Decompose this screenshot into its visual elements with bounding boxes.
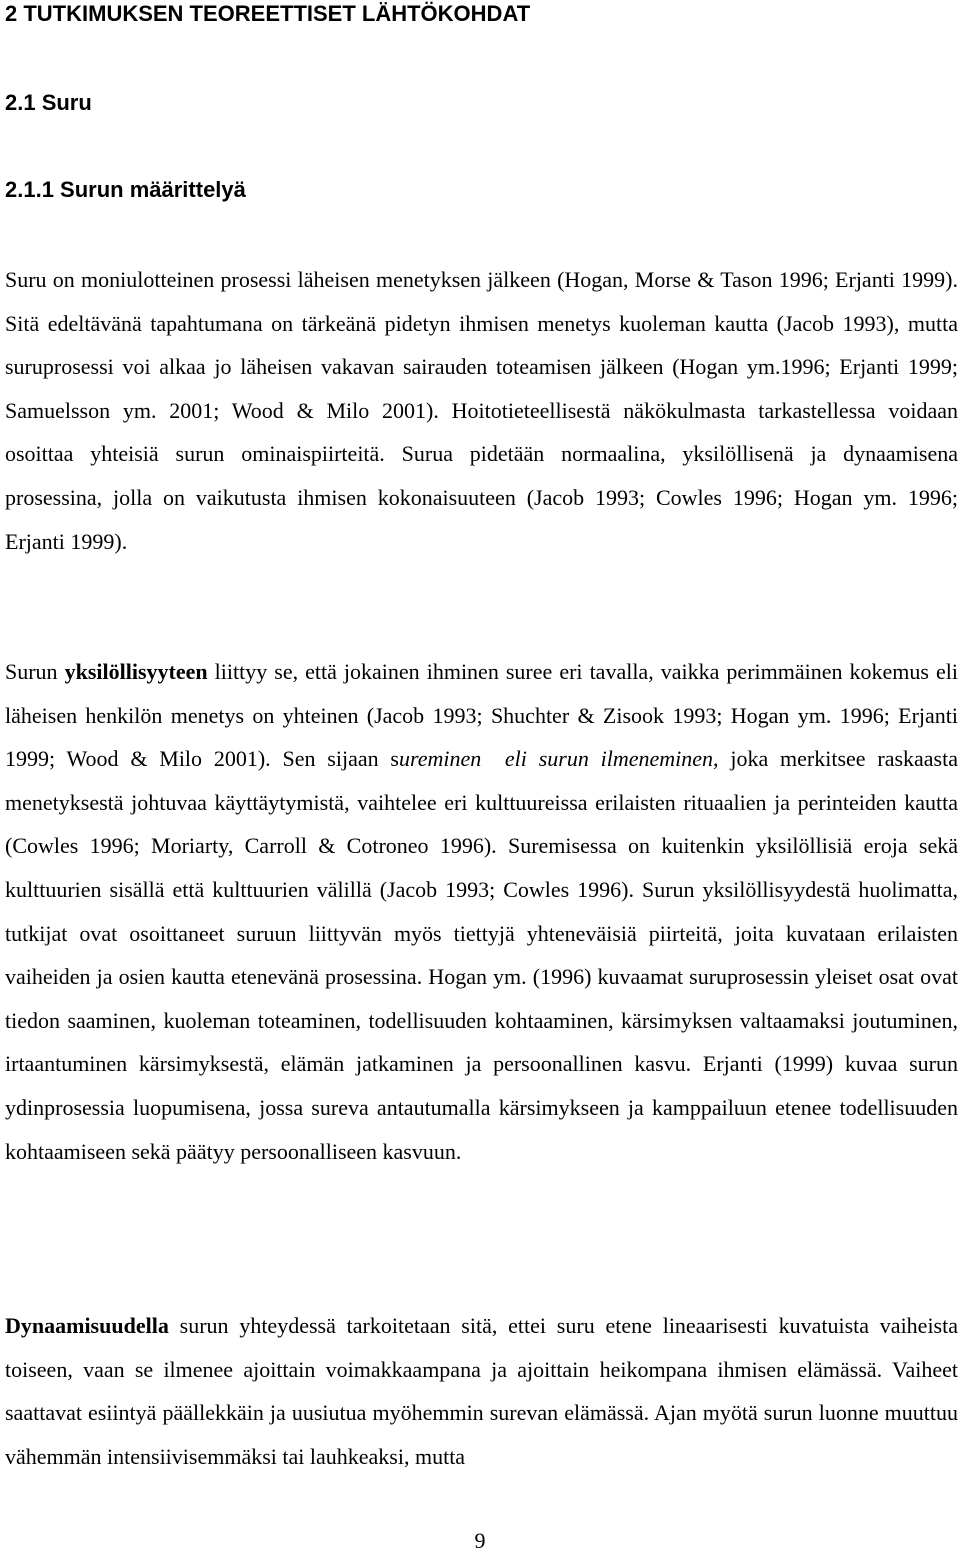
- paragraph-text-part1: liittyy se, että jokainen ihminen suree eri tavalla, vaikka perimmäinen kokemus eli läheisen henkilön menetys on yhteinen (Jacob 1993; Shuchter & Zisook 1993; Hogan ym. 1996; Erjanti 1999; Wood & Milo 2001). Sen sijaan s: [5, 659, 959, 772]
- term-individuality: yksilöllisyyteen: [64, 659, 208, 684]
- section-heading: 2.1 Suru: [5, 90, 92, 115]
- paragraph-text: surun yhteydessä tarkoitetaan sitä, ettei suru etene lineaarisesti kuvatuista vaiheista toiseen, vaan se ilmenee ajoittain voimakkaampana ja ajoittain heikompana ihmisen elämässä. Vaiheet saattavat esiintyä päällekkäin ja uusiutua myöhemmin surevan elämässä. Ajan myötä surun luonne muuttuu vähemmän intensiivisemmäksi tai lauhkeaksi, mutta: [5, 1313, 958, 1469]
- paragraph-definition: [5, 258, 958, 563]
- paragraph-lead: Surun: [5, 659, 65, 684]
- paragraph-text-part2: , joka merkitsee raskaasta menetyksestä johtuvaa käyttäytymistä, vaihtelee eri kulttuureissa erilaisten rituaalien ja perinteiden kautta (Cowles 1996; Moriarty, Carroll & Cotroneo 1996). Suremisessa on kuitenkin yksilöllisiä eroja sekä kulttuurien sisällä että kulttuurien välillä (Jacob 1993; Cowles 1996). Surun yksilöllisyydestä huolimatta, tutkijat ovat osoittaneet suruun liittyvän myös tiettyjä yhteneväisiä piirteitä, joita kuvataan erilaisten vaiheiden ja osien kautta etenevänä prosessina. Hogan ym. (1996) kuvaamat suruprosessin yleiset osat ovat tiedon saaminen, kuoleman toteaminen, todellisuuden kohtaaminen, kärsimyksen valtaamaksi joutuminen, irtaantuminen kärsimyksestä, elämän jatkaminen ja persoonallinen kasvu. Erjanti (1999) kuvaa surun ydinprosessia luopumisena, jossa sureva antautumalla kärsimykseen ja kamppailuun etenee todellisuuden kohtaamiseen sekä päätyy persoonalliseen kasvuun.: [5, 746, 958, 1164]
- subsection-heading: 2.1.1 Surun määrittelyä: [5, 177, 246, 202]
- spacer-text: [481, 746, 505, 771]
- paragraph-text: Suru on moniulotteinen prosessi läheisen menetyksen jälkeen (Hogan, Morse & Tason 1996; Erjanti 1999). Sitä edeltävänä tapahtumana on tärkeänä pidetyn ihmisen menetys kuoleman kautta (Jacob 1993), mutta suruprosessi voi alkaa jo läheisen vakavan sairauden toteamisen jälkeen (Hogan ym.1996; Erjanti 1999; Samuelsson ym. 2001; Wood & Milo 2001). Hoitotieteellisestä näkökulmasta tarkastellessa voidaan osoittaa yhteisiä surun ominaispiirteitä. Surua pidetään normaalina, yksilöllisenä ja dynaamisena prosessina, jolla on vaikutusta ihmisen kokonaisuuteen (Jacob 1993; Cowles 1996; Hogan ym. 1996; Erjanti 1999).: [5, 267, 958, 554]
- chapter-heading: 2 TUTKIMUKSEN TEOREETTISET LÄHTÖKOHDAT: [5, 1, 531, 26]
- term-grief-expression: eli surun ilmeneminen: [504, 746, 714, 772]
- paragraph-dynamics: [5, 1304, 958, 1478]
- term-mourning: ureminen: [399, 746, 482, 772]
- page-number: 9: [474, 1528, 486, 1553]
- paragraph-individuality: [5, 650, 958, 1173]
- term-dynamics: Dynaamisuudella: [5, 1313, 169, 1338]
